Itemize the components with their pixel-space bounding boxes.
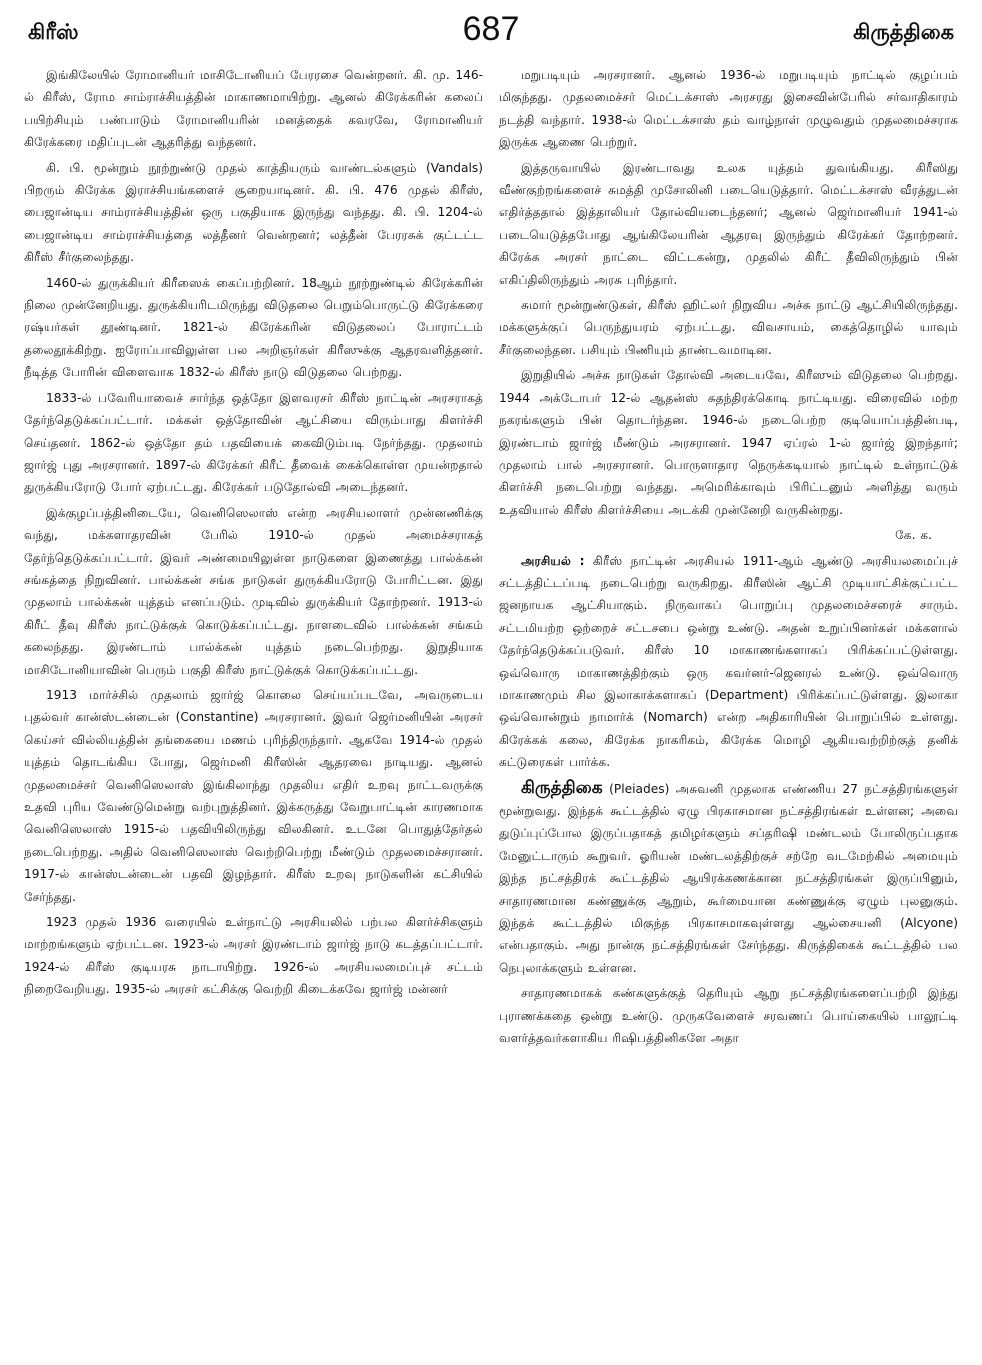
running-head-left: கிரீஸ்: [28, 20, 79, 44]
left-column: [24, 64, 483, 1359]
paragraph: இத்தருவாயில் இரண்டாவது உலக யுத்தம் துவங்கியது. கிரீஸிது வீண்குற்றங்களைச் சுமத்தி முசோலினி படையெடுத்தார். மெட்டக்சாஸ் வீரத்துடன் எதிர்த்ததால் இத்தாலியர் தோல்வியடைந்தனர்; ஆனல் ஜெர்மானியர் 1941-ல் படையெடுத்தபோது ஆங்கிலேயரின் ஆதரவு இருந்தும் கிரேக்கர் தோற்றனர். கிரேக்க அரசர் நாட்டை விட்டகன்று, முதலில் கிரீட் தீவிலிருந்தும் பின் எகிப்திலிருந்தும் அரசு புரிந்தார்.: [499, 160, 958, 287]
paragraph: சாதாரணமாகக் கண்களுக்குத் தெரியும் ஆறு நட்சத்திரங்களைப்பற்றி இந்து புராணக்கதை ஒன்று உண்டு. முருகவேளைச் சரவணப் பொய்கையில் பாலூட்டி வளர்த்தவர்களாகிய ரிஷிபத்தினிகளே அதா: [499, 986, 958, 1046]
page-body: [24, 64, 958, 1359]
paragraph: 1833-ல் பவேரியாவைச் சார்ந்த ஒத்தோ இளவரசர் கிரீஸ் நாட்டின் அரசராகத் தேர்ந்தெடுக்கப்பட்டார். மக்கள் ஒத்தோவின் ஆட்சியை விரும்பாது கிளர்ச்சி செய்தனர். 1862-ல் ஒத்தோ தம் பதவியைக் கைவிடும்படி நேர்ந்தது. முதலாம் ஜார்ஜ் புது அரசரானர். 1897-ல் கிரேக்கர் கிரீட் தீவைக் கைக்கொள்ள முயன்றதால் துருக்கியரோடு போர் ஏற்பட்டது. கிரேக்கர் படுதோல்வி அடைந்தனர்.: [24, 390, 483, 495]
paragraph: கி. பி. மூன்றும் நூற்றுண்டு முதல் காத்தியரும் வாண்டல்களும் (Vandals) பிறரும் கிரேக்க இராச்சியங்களைச் சூறையாடினர். கி. பி. 476 முதல் கிரீஸ், பைஜான்டிய சாம்ராச்சியத்தின் ஒரு பகுதியாக இருந்து வந்தது. கி. பி. 1204-ல் பைஜான்டிய சாம்ராச்சியத்தை லத்தீனர் வென்றனர்; லத்தீன் பேரரசுக் குட்டட்ட கிரீஸ் சீர்குலைந்தது.: [24, 160, 483, 265]
politics-section: [499, 550, 958, 774]
entry-text: (Pleiades) அசுவனி முதலாக எண்ணிய 27 நட்சத்திரங்களுள் மூன்றுவது. இந்தக் கூட்டத்தில் ஏழு பிரகாசமான நட்சத்திரங்கள் உள்ளன; அவை துடுப்புப்போல இருப்பதாகத் தமிழர்களும் சப்தரிஷி மண்டலம் போலிருப்பதாக மேனுட்டாரும் கூறுவர். ஓரியன் மண்டலத்திற்குச் சற்றே வடமேற்கில் அமையும் இந்த நட்சத்திரக் கூட்டத்தில் ஆயிரக்கணக்கான நட்சத்திரங்கள் இருப்பினும், சாதாரணமான கண்ணுக்கு ஆறும், கூர்மையான கண்ணுக்கு ஏழும் புலனுகும். இந்தக் கூட்டத்தில் மிகுந்த பிரகாசமாகவுள்ளது ஆல்சையனி (Alcyone) என்பதாகும். அது நான்கு நட்சத்திரங்கள் சேர்ந்தது. கிருத்திகைக் கூட்டத்தில் பல நெபுலாக்களும் உள்ளன.: [499, 781, 958, 975]
paragraph: 1923 முதல் 1936 வரையில் உள்நாட்டு அரசியலில் பற்பல கிளர்ச்சிகளும் மாற்றங்களும் ஏற்பட்டன. 1923-ல் அரசர் இரண்டாம் ஜார்ஜ் நாடு கடத்தப்பட்டார். 1924-ல் கிரீஸ் குடியரசு நாடாயிற்று. 1926-ல் அரசியலமைப்புச் சட்டம் நிறைவேறியது. 1935-ல் அரசர் கட்சிக்கு வெற்றி கிடைக்கவே ஜார்ஜ் மன்னர்: [24, 915, 483, 997]
paragraph: இங்கிலேயில் ரோமானியர் மாசிடோனியப் பேரரசை வென்றனர். கி. மு. 146-ல் கிரீஸ், ரோம சாம்ராச்சியத்தின் மாகாணமாயிற்று. ஆனல் கிரேக்கரின் கலைப் பயிற்சியும் பண்பாடும் ரோமானியரின் மனத்தைக் கவரவே, ரோமானியர் கிரேக்கரை மதிப்புடன் ஆதரித்து வந்தனர்.: [24, 68, 483, 150]
right-column: [499, 64, 958, 1359]
paragraph: 1460-ல் துருக்கியர் கிரீஸைக் கைப்பற்றினர். 18ஆம் நூற்றுண்டில் கிரேக்கரின் நிலை முன்னேறியது. துருக்கியரிடமிருந்து விடுதலை பெறும்பொருட்டு கிரேக்கரை ரஷ்யர்கள் தூண்டினர். 1821-ல் கிரேக்கரின் விடுதலைப் போராட்டம் தலைதூக்கிற்று. ஐரோப்பாவிலுள்ள பல அறிஞர்கள் கிரீஸுக்கு ஆதரவளித்தனர். நீடித்த போரின் விளைவாக 1832-ல் கிரீஸ் நாடு விடுதலை பெற்றது.: [24, 275, 483, 380]
entry-headword: கிருத்திகை: [521, 777, 603, 798]
page-number: 687: [462, 10, 520, 48]
paragraph: மறுபடியும் அரசரானர். ஆனல் 1936-ல் மறுபடியும் நாட்டில் குழப்பம் மிகுந்தது. முதலமைச்சர் மெட்டக்சாஸ் அரசரது இசைவின்பேரில் சர்வாதிகாரம் நடத்தி வந்தார். 1938-ல் மெட்டக்சாஸ் தம் வாழ்நாள் முழுவதும் முதலமைச்சராக இருக்க ஆணை பெற்றுர்.: [499, 68, 958, 150]
paragraph: 1913 மார்ச்சில் முதலாம் ஜார்ஜ் கொலை செய்யப்படவே, அவருடைய புதல்வர் கான்ஸ்டன்டைன் (Constantine) அரசரானர். இவர் ஜெர்மனியின் அரசர் கெய்சர் வில்லியத்தின் தங்கையை மணம் புரிந்திருந்தார். ஆகவே 1914-ல் முதல் யுத்தம் தொடங்கிய போது, ஜெர்மனி கிரீஸின் ஆதரவை நாடியது. ஆனல் முதலமைச்சர் வெனிஸெலாஸ் இங்கிலாந்து முதலிய எதிர் உறவு நாட்டவருக்கு உதவி புரிய வேண்டுமென்று வற்புறுத்தினர். இக்கருத்து வேறுபாட்டின் காரணமாக வெனிஸெலாஸ் 1915-ல் பதவியிலிருந்து விலகினர். உடனே பொதுத்தேர்தல் நடைபெற்றது. அதில் வெனிஸெலாஸ் வெற்றிபெற்று மீண்டும் முதலமைச்சரானர். 1917-ல் கான்ஸ்டன்டைன் பதவி இழந்தார். கிரீஸ் உறவு நாடுகளின் கட்சியில் சேர்ந்தது.: [24, 687, 483, 904]
paragraph: இக்குழப்பத்தினிடையே, வெனிஸெலாஸ் என்ற அரசியலாளர் முன்னணிக்கு வந்து, மக்களாதரவின் பேரில் 1910-ல் முதல் அமைச்சராகத் தேர்ந்தெடுக்கப்பட்டார். இவர் அண்மையிலுள்ள நாடுகளை இணைத்து பால்க்கன் சங்கத்தை நிறுவினர். பால்க்கன் சங்க நாடுகள் துருக்கியரோடு போரிட்டன. இது முதலாம் பால்க்கன் யுத்தம் எனப்படும். முடிவில் துருக்கியர் தோற்றனர். 1913-ல் கிரீட் தீவு கிரீஸ் நாட்டுக்குக் கொடுக்கப்பட்டது. நாளடைவில் பால்க்கன் சங்கம் கலைந்தது. இரண்டாம் பால்க்கன் யுத்தம் நடைபெற்றது. இறுதியாக மாசிடோனியாவின் பெரும் பகுதி கிரீஸ் நாட்டுக்குக் கொடுக்கப்பட்டது.: [24, 505, 483, 677]
section-text: கிரீஸ் நாட்டின் அரசியல் 1911-ஆம் ஆண்டு அரசியலமைப்புச் சட்டத்திட்டப்படி நடைபெற்று வருகிறது. கிரீஸின் ஆட்சி முடியாட்சிக்குட்பட்ட ஜனநாயக ஆட்சியாகும். நிருவாகப் பொறுப்பு முதலமைச்சரைச் சாரும். சட்டமியற்ற ஒற்றைச் சட்டசபை ஒன்று உண்டு. அதன் உறுப்பினர்கள் மக்களால் தேர்ந்தெடுக்கப்படுவர். கிரீஸ் 10 மாகாணங்களாகப் பிரிக்கப்பட்டுள்ளது. ஒவ்வொரு மாகாணத்திற்கும் ஒரு கவர்னர்-ஜெனரல் உண்டு. ஒவ்வொரு மாகாணமும் சில இலாகாக்களாகப் (Department) பிரிக்கப்பட்டுள்ளது. இலாகா ஒவ்வொன்றும் நாமார்க் (Nomarch) என்ற அதிகாரியின் பொறுப்பில் உள்ளது. கிரேக்கக் கலை, கிரேக்க நாகரிகம், கிரேக்க மொழி ஆகியவற்றிற்குத் தனிக் கட்டுரைகள் பார்க்க.: [499, 553, 958, 770]
paragraph: இறுதியில் அச்சு நாடுகள் தோல்வி அடையவே, கிரீஸும் விடுதலை பெற்றது. 1944 அக்டோபர் 12-ல் ஆதன்ஸ் சுதந்திரக்கொடி நாட்டியது. விரைவில் மற்ற நகரங்களும் பின் தொடர்ந்தன. 1946-ல் நடைபெற்ற குடியொப்பத்தின்படி, இரண்டாம் ஜார்ஜ் மீண்டும் அரசரானர். 1947 ஏப்ரல் 1-ல் ஜார்ஜ் இறந்தார்; முதலாம் பால் அரசரானர். பொருளாதார நெருக்கடியால் நாட்டில் உள்நாட்டுக் கிளர்ச்சி நடைபெற்று வந்தது. அமெரிக்காவும் பிரிட்டனும் அளித்து வரும் உதவியால் கிரீஸ் கிளர்ச்சியை அடக்கி முன்னேறி வருகின்றது.: [499, 368, 958, 517]
author-signature: கே. க.: [895, 528, 932, 543]
page-header: [28, 8, 954, 64]
paragraph: சுமார் மூன்றுண்டுகள், கிரீஸ் ஹிட்லர் நிறுவிய அச்சு நாட்டு ஆட்சியிலிருந்தது. மக்களுக்குப் பெருந்துயரம் ஏற்பட்டது. விவசாயம், கைத்தொழில் யாவும் சீர்குலைந்தன. பசியும் பிணியும் தாண்டவமாடின.: [499, 298, 958, 357]
section-heading: அரசியல் :: [521, 553, 585, 568]
entry-pleiades: [499, 777, 958, 980]
running-head-right: கிருத்திகை: [853, 20, 954, 44]
